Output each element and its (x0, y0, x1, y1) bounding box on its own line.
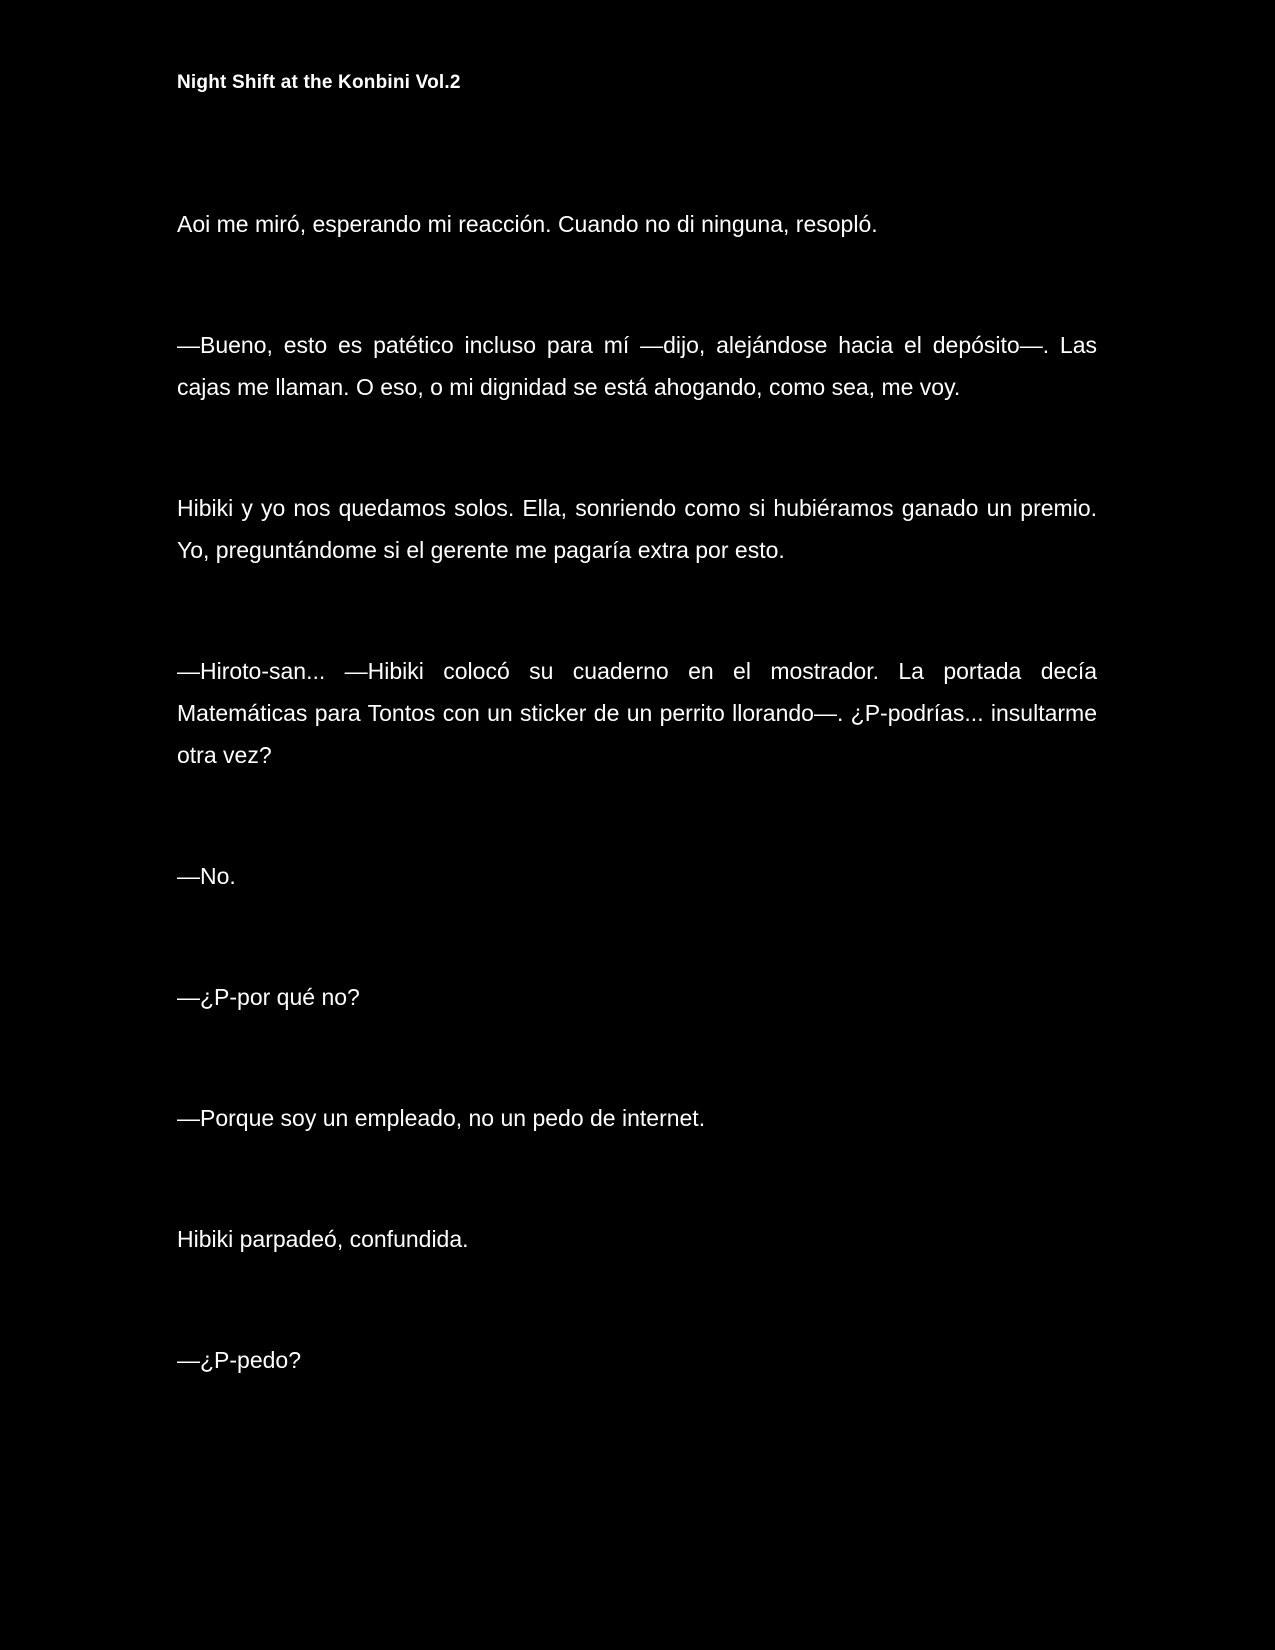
paragraph: —Porque soy un empleado, no un pedo de internet. (177, 1105, 706, 1131)
paragraph: —¿P-pedo? (177, 1347, 302, 1373)
paragraph: —No. (177, 863, 236, 889)
document-body (177, 203, 1097, 1460)
paragraph: —Hiroto-san... —Hibiki colocó su cuaderno en el mostrador. La portada decía Matemáticas para Tontos con un sticker de un perrito llorando—. ¿P-podrías... insultarme otra vez? (177, 658, 1097, 768)
paragraph: Aoi me miró, esperando mi reacción. Cuando no di ninguna, resopló. (177, 211, 878, 237)
paragraph: —Bueno, esto es patético incluso para mí —dijo, alejándose hacia el depósito—. Las cajas me llaman. O eso, o mi dignidad se está ahogando, como sea, me voy. (177, 332, 1097, 400)
paragraph: Hibiki y yo nos quedamos solos. Ella, sonriendo como si hubiéramos ganado un premio. Yo, preguntándome si el gerente me pagaría extra por esto. (177, 495, 1097, 563)
running-header: Night Shift at the Konbini Vol.2 (177, 72, 461, 93)
paragraph: —¿P-por qué no? (177, 984, 360, 1010)
paragraph: Hibiki parpadeó, confundida. (177, 1226, 469, 1252)
